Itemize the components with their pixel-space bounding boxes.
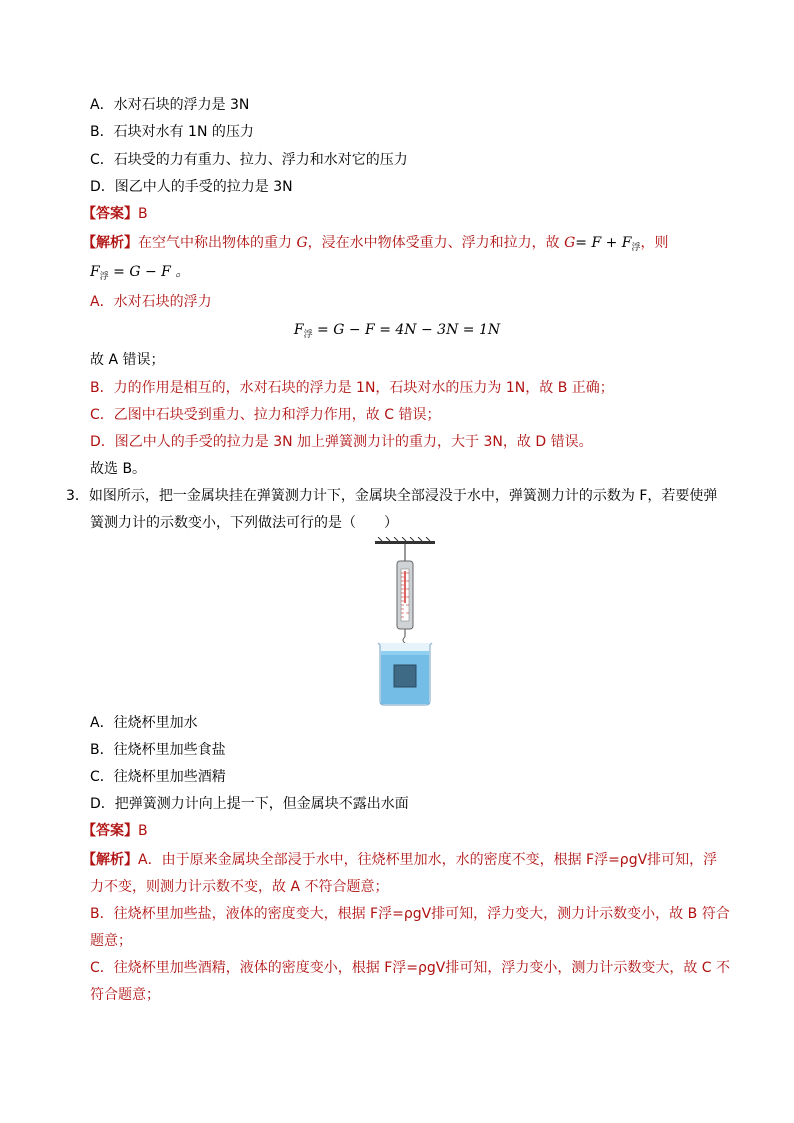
symbol-f: F	[293, 322, 304, 338]
q3-option-a: A．往烧杯里加水	[90, 715, 198, 731]
water-surface	[381, 651, 429, 655]
q3-analysis-b-line1: B．往烧杯里加些盐，液体的密度变大，根据 F浮=ρgV排可知，浮力变大，测力计示数变小，故 B 符合	[90, 906, 730, 922]
analysis-text: ，则	[640, 235, 669, 251]
analysis-text: ，浸在水中物体受重力、浮力和拉力，故	[307, 235, 565, 251]
analysis-label: 【解析】	[82, 852, 138, 868]
q2-a-wrong: 故 A 错误；	[90, 352, 165, 368]
q2-analysis-a-title: A．水对石块的浮力	[90, 294, 212, 310]
q2-b-line: B．力的作用是相互的，水对石块的浮力是 1N，石块对水的压力为 1N，故 B 正确；	[90, 380, 614, 396]
subscript: 浮	[99, 272, 109, 282]
symbol-f: F	[90, 264, 100, 280]
q2-d-line: D．图乙中人的手受的拉力是 3N 加上弹簧测力计的重力，大于 3N，故 D 错误。	[90, 434, 593, 450]
q3-option-c: C．往烧杯里加些酒精	[90, 769, 226, 785]
analysis-text: 在空气中称出物体的重力	[138, 235, 297, 251]
q3-analysis-a-line2: 力不变，则测力计示数不变，故 A 不符合题意；	[90, 879, 389, 895]
symbol-g: G	[564, 235, 576, 251]
q2-option-a: A．水对石块的浮力是 3N	[90, 97, 250, 113]
q2-c-line: C．乙图中石块受到重力、拉力和浮力作用，故 C 错误；	[90, 407, 441, 423]
q3-analysis-a-line1	[82, 850, 717, 870]
ceiling-hatch	[378, 537, 430, 541]
q3-analysis-c-line2: 符合题意；	[90, 987, 160, 1003]
symbol-g: G	[296, 235, 308, 251]
q2-answer	[82, 204, 148, 224]
spring-scale-beaker-figure	[370, 537, 440, 707]
equation: = G − F 。	[108, 264, 190, 280]
q3-stem-line2: 簧测力计的示数变小，下列做法可行的是（ ）	[90, 515, 398, 531]
q2-formula	[0, 320, 794, 345]
question-number: 3．	[66, 488, 89, 504]
ceiling-bar	[375, 541, 435, 544]
q2-choose: 故选 B。	[90, 461, 147, 477]
metal-block	[394, 665, 416, 687]
q3-option-d: D．把弹簧测力计向上提一下，但金属块不露出水面	[90, 796, 409, 812]
q3-stem-line1	[66, 486, 717, 506]
subscript: 浮	[631, 243, 641, 253]
q2-analysis-line2	[90, 262, 189, 287]
q2-analysis-line1	[82, 233, 669, 258]
equation: = G − F = 4N − 3N = 1N	[312, 322, 501, 338]
q2-option-d: D．图乙中人的手受的拉力是 3N	[90, 179, 293, 195]
q3-option-b: B．往烧杯里加些食盐	[90, 742, 226, 758]
subscript: 浮	[303, 330, 313, 340]
equation: = F + F	[575, 235, 632, 251]
analysis-label: 【解析】	[82, 235, 138, 251]
answer-value: B	[138, 206, 148, 222]
q3-analysis-c-line1: C．往烧杯里加些酒精，液体的密度变小，根据 F浮=ρgV排可知，浮力变小，测力计示数变大，故 C 不	[90, 960, 731, 976]
q2-option-c: C．石块受的力有重力、拉力、浮力和水对它的压力	[90, 152, 408, 168]
question-stem: 如图所示，把一金属块挂在弹簧测力计下，金属块全部浸没于水中，弹簧测力计的示数为 F，若要使弹	[88, 488, 718, 504]
q2-option-b: B．石块对水有 1N 的压力	[90, 124, 254, 140]
answer-label: 【答案】	[82, 206, 138, 222]
answer-label: 【答案】	[82, 823, 138, 839]
q3-answer	[82, 821, 148, 841]
q3-analysis-b-line2: 题意；	[90, 933, 132, 949]
analysis-text: A．由于原来金属块全部浸于水中，往烧杯里加水，水的密度不变，根据 F浮=ρgV排可知，浮	[138, 852, 718, 868]
answer-value: B	[138, 823, 148, 839]
